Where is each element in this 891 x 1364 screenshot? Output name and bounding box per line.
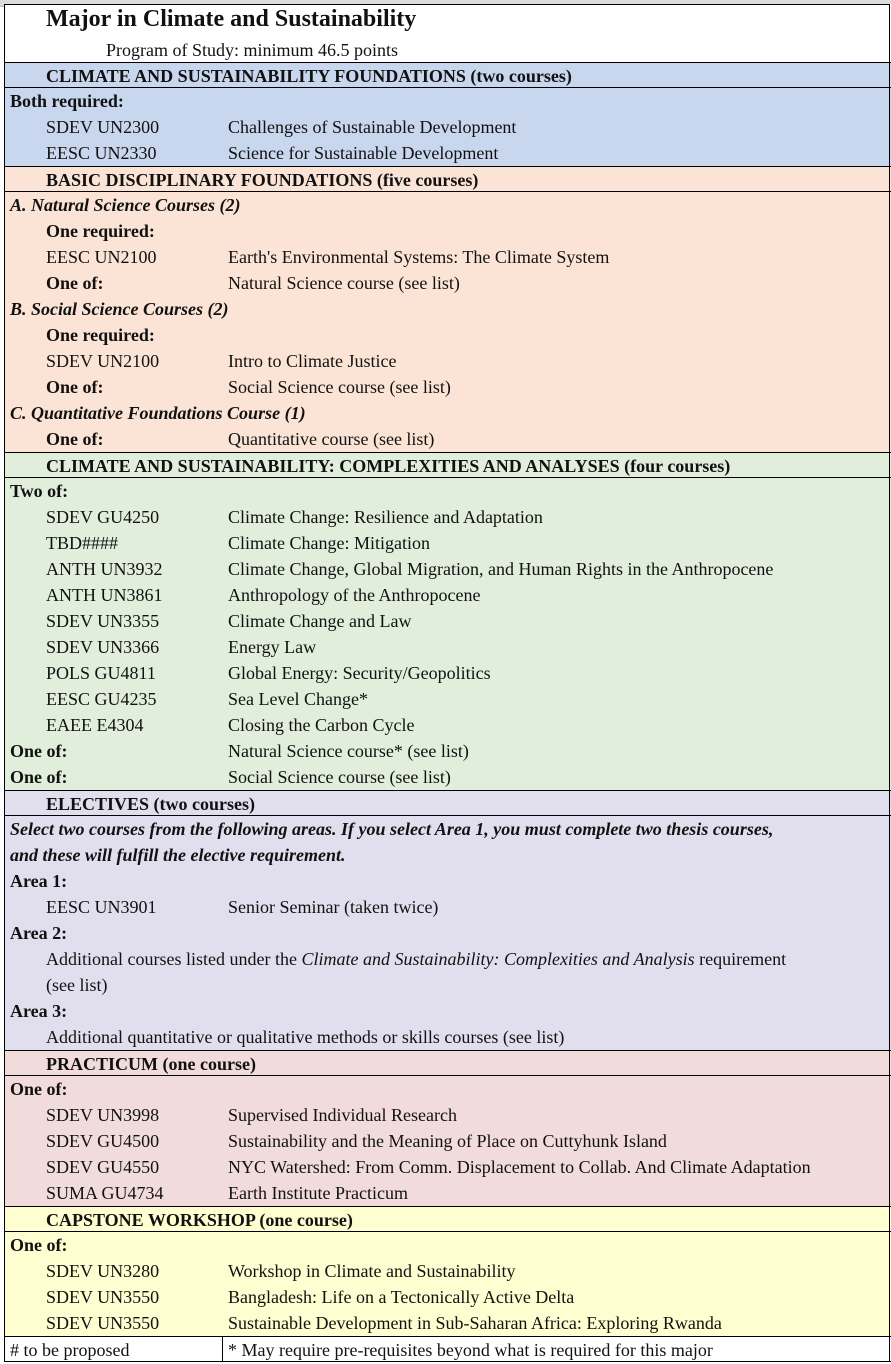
course-title: Energy Law xyxy=(228,637,317,657)
requirement-label: Area 2: xyxy=(10,923,68,943)
subsection-heading: C. Quantitative Foundations Course (1) xyxy=(10,403,306,423)
course-code: SDEV UN3366 xyxy=(46,637,160,657)
requirement-row xyxy=(4,1310,891,1336)
course-title: Sustainability and the Meaning of Place on Cuttyhunk Island xyxy=(228,1131,667,1151)
requirement-row xyxy=(4,1284,891,1310)
course-code: SDEV UN3550 xyxy=(46,1313,160,1333)
title-row xyxy=(4,4,891,38)
course-title: Climate Change and Law xyxy=(228,611,412,631)
course-title: Workshop in Climate and Sustainability xyxy=(228,1261,516,1281)
requirement-row xyxy=(4,868,891,894)
requirement-row xyxy=(4,244,891,270)
requirement-label: One required: xyxy=(46,221,155,241)
requirement-label: Both required: xyxy=(10,91,124,111)
subsection-heading: A. Natural Science Courses (2) xyxy=(10,195,241,215)
requirement-label: One of: xyxy=(10,1235,68,1255)
course-code: POLS GU4811 xyxy=(46,663,156,683)
requirement-row xyxy=(4,504,891,530)
section-header: CLIMATE AND SUSTAINABILITY FOUNDATIONS (two courses) xyxy=(46,66,572,86)
requirement-row xyxy=(4,894,891,920)
course-title: Science for Sustainable Development xyxy=(228,143,499,163)
course-code: EESC UN2100 xyxy=(46,247,157,267)
requirement-row xyxy=(4,478,891,504)
course-title: Quantitative course (see list) xyxy=(228,429,435,449)
requirement-text xyxy=(46,946,786,972)
course-title: NYC Watershed: From Comm. Displacement to Collab. And Climate Adaptation xyxy=(228,1157,811,1177)
table-left-border xyxy=(4,4,5,1362)
requirement-row xyxy=(4,764,891,790)
subsection-heading: B. Social Science Courses (2) xyxy=(10,299,229,319)
requirement-row xyxy=(4,972,891,998)
requirement-row xyxy=(4,842,891,868)
requirement-row xyxy=(4,816,891,842)
requirement-row xyxy=(4,114,891,140)
section-header-row xyxy=(4,166,891,192)
course-title: Climate Change, Global Migration, and Human Rights in the Anthropocene xyxy=(228,559,774,579)
requirement-row xyxy=(4,1128,891,1154)
footnote-divider xyxy=(222,1337,223,1361)
requirement-text-part: Additional courses listed under the xyxy=(46,949,302,969)
course-title: Natural Science course (see list) xyxy=(228,273,460,293)
requirement-row xyxy=(4,1232,891,1258)
requirement-row xyxy=(4,686,891,712)
course-code: TBD#### xyxy=(46,533,118,553)
course-code: EESC GU4235 xyxy=(46,689,157,709)
requirement-row xyxy=(4,608,891,634)
course-code: SDEV UN3355 xyxy=(46,611,160,631)
section-header-row xyxy=(4,452,891,478)
section-header-row xyxy=(4,1050,891,1076)
requirement-row xyxy=(4,374,891,400)
course-code: EESC UN2330 xyxy=(46,143,157,163)
requirement-label: Two of: xyxy=(10,481,69,501)
course-title: Social Science course (see list) xyxy=(228,767,451,787)
course-title: Sustainable Development in Sub-Saharan Africa: Exploring Rwanda xyxy=(228,1313,722,1333)
requirement-row xyxy=(4,192,891,218)
requirement-row xyxy=(4,426,891,452)
requirement-label: One of: xyxy=(10,1079,68,1099)
section-header-row xyxy=(4,1206,891,1232)
requirement-row xyxy=(4,38,891,62)
requirement-label: One of: xyxy=(10,767,68,787)
course-title: Global Energy: Security/Geopolitics xyxy=(228,663,491,683)
requirement-row xyxy=(4,946,891,972)
requirement-reference-italic: Climate and Sustainability: Complexities and Analysis xyxy=(301,949,695,969)
requirement-row xyxy=(4,738,891,764)
course-title: Sea Level Change* xyxy=(228,689,368,709)
course-title: Earth's Environmental Systems: The Climate System xyxy=(228,247,610,267)
footnote-prerequisites: * May require pre-requisites beyond what is required for this major xyxy=(228,1340,713,1360)
course-title: Bangladesh: Life on a Tectonically Active Delta xyxy=(228,1287,575,1307)
course-title: Natural Science course* (see list) xyxy=(228,741,469,761)
requirement-row xyxy=(4,88,891,114)
requirement-row xyxy=(4,1180,891,1206)
requirement-label: One of: xyxy=(46,429,104,449)
requirement-label: One required: xyxy=(46,325,155,345)
requirement-text: Additional quantitative or qualitative methods or skills courses (see list) xyxy=(46,1027,565,1047)
requirement-label: Area 3: xyxy=(10,1001,68,1021)
section-header: CLIMATE AND SUSTAINABILITY: COMPLEXITIES AND ANALYSES (four courses) xyxy=(46,456,731,476)
requirement-row xyxy=(4,712,891,738)
requirement-row xyxy=(4,582,891,608)
requirement-row xyxy=(4,660,891,686)
page-title: Major in Climate and Sustainability xyxy=(46,6,417,32)
requirement-row xyxy=(4,270,891,296)
course-title: Anthropology of the Anthropocene xyxy=(228,585,481,605)
subsection-heading: Select two courses from the following areas. If you select Area 1, you must complete two thesis courses, xyxy=(10,819,774,839)
section-header: CAPSTONE WORKSHOP (one course) xyxy=(46,1210,353,1230)
requirement-row xyxy=(4,400,891,426)
requirement-row xyxy=(4,998,891,1024)
requirement-row xyxy=(4,634,891,660)
requirement-row xyxy=(4,218,891,244)
course-code: ANTH UN3932 xyxy=(46,559,163,579)
section-header-row xyxy=(4,790,891,816)
course-title: Climate Change: Resilience and Adaptation xyxy=(228,507,543,527)
course-title: Closing the Carbon Cycle xyxy=(228,715,415,735)
course-code: SUMA GU4734 xyxy=(46,1183,164,1203)
requirement-row xyxy=(4,556,891,582)
page-subtitle: Program of Study: minimum 46.5 points xyxy=(106,40,399,60)
requirement-label: Area 1: xyxy=(10,871,68,891)
requirement-label: One of: xyxy=(46,377,104,397)
course-code: SDEV UN2300 xyxy=(46,117,160,137)
requirement-row xyxy=(4,1102,891,1128)
requirement-row xyxy=(4,920,891,946)
course-code: SDEV GU4500 xyxy=(46,1131,160,1151)
table-right-border xyxy=(889,4,890,1362)
course-title: Climate Change: Mitigation xyxy=(228,533,430,553)
course-code: EAEE E4304 xyxy=(46,715,144,735)
requirement-row xyxy=(4,296,891,322)
section-header: BASIC DISCIPLINARY FOUNDATIONS (five courses) xyxy=(46,170,479,190)
course-code: SDEV UN3280 xyxy=(46,1261,160,1281)
requirement-row xyxy=(4,140,891,166)
requirement-text: (see list) xyxy=(46,975,108,995)
course-title: Challenges of Sustainable Development xyxy=(228,117,517,137)
section-header-row xyxy=(4,62,891,88)
footnote-row xyxy=(4,1336,891,1362)
course-code: SDEV UN2100 xyxy=(46,351,160,371)
section-header: ELECTIVES (two courses) xyxy=(46,794,256,814)
requirement-row xyxy=(4,1024,891,1050)
course-title: Earth Institute Practicum xyxy=(228,1183,408,1203)
requirement-label: One of: xyxy=(10,741,68,761)
requirement-row xyxy=(4,1258,891,1284)
requirement-row xyxy=(4,530,891,556)
requirement-row xyxy=(4,348,891,374)
course-title: Social Science course (see list) xyxy=(228,377,451,397)
course-code: SDEV GU4250 xyxy=(46,507,160,527)
requirement-label: One of: xyxy=(46,273,104,293)
footnote-proposed: # to be proposed xyxy=(10,1340,130,1360)
table-top-border xyxy=(4,4,890,5)
requirement-row xyxy=(4,1154,891,1180)
course-title: Supervised Individual Research xyxy=(228,1105,457,1125)
course-title: Senior Seminar (taken twice) xyxy=(228,897,439,917)
requirement-row xyxy=(4,322,891,348)
course-code: SDEV UN3550 xyxy=(46,1287,160,1307)
course-title: Intro to Climate Justice xyxy=(228,351,397,371)
course-code: SDEV UN3998 xyxy=(46,1105,160,1125)
course-code: ANTH UN3861 xyxy=(46,585,163,605)
requirement-text-part: requirement xyxy=(694,949,787,969)
section-header: PRACTICUM (one course) xyxy=(46,1054,256,1074)
requirement-row xyxy=(4,1076,891,1102)
course-code: SDEV GU4550 xyxy=(46,1157,160,1177)
subsection-heading: and these will fulfill the elective requirement. xyxy=(10,845,346,865)
course-code: EESC UN3901 xyxy=(46,897,157,917)
